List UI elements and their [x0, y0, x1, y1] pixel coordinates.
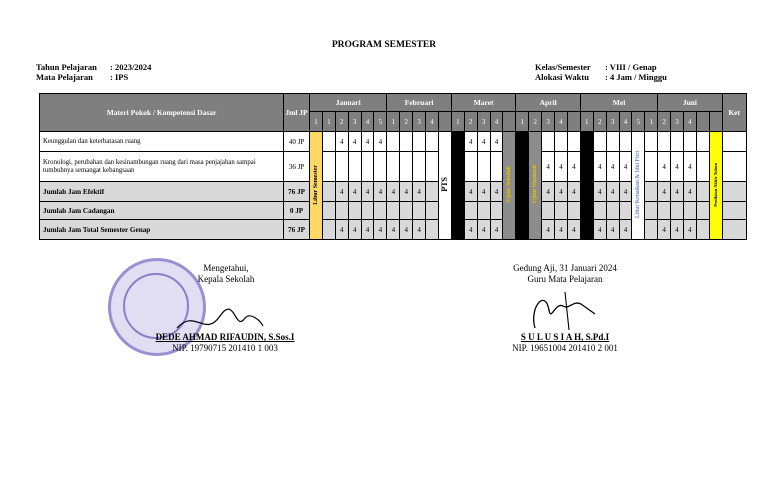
- week-cell: [413, 152, 426, 182]
- week-cell: [542, 132, 555, 152]
- week-cell: [361, 202, 374, 220]
- week-cell: 4: [361, 220, 374, 240]
- week-cell: 4: [555, 220, 568, 240]
- week-cell: 4: [400, 182, 413, 202]
- week-cell: [606, 132, 619, 152]
- week-cell: 4: [658, 220, 671, 240]
- jp-cell: 40 JP: [284, 132, 310, 152]
- week-cell: 4: [335, 182, 348, 202]
- week-cell: 4: [683, 220, 696, 240]
- week-cell: 4: [335, 132, 348, 152]
- header-month: Juni: [658, 94, 722, 112]
- week-cell: [658, 132, 671, 152]
- info-label: Mata Pelajaran: [36, 72, 93, 82]
- week-cell: [464, 202, 477, 220]
- week-cell: 4: [361, 132, 374, 152]
- week-cell: 4: [658, 182, 671, 202]
- week-cell: [361, 152, 374, 182]
- week-cell: 4: [490, 220, 503, 240]
- week-cell: [400, 202, 413, 220]
- sign-right-l1: Gedung Aji, 31 Januari 2024: [513, 263, 617, 273]
- week-number: 4: [619, 112, 632, 132]
- sign-left-name: DEDE AHMAD RIFAUDIN, S.Sos.I: [155, 332, 295, 342]
- week-cell: [426, 152, 439, 182]
- week-number: 1: [451, 112, 464, 132]
- week-cell: [696, 202, 709, 220]
- jp-cell: 0 JP: [284, 202, 310, 220]
- week-cell: 4: [464, 220, 477, 240]
- week-cell: [322, 132, 335, 152]
- ket-cell: [722, 132, 746, 152]
- week-cell: [683, 132, 696, 152]
- week-cell: 4: [567, 220, 580, 240]
- week-cell: [696, 152, 709, 182]
- week-cell: [400, 132, 413, 152]
- ket-cell: [722, 202, 746, 220]
- ket-cell: [722, 220, 746, 240]
- week-number: [696, 112, 709, 132]
- week-cell: 4: [619, 220, 632, 240]
- table-row: [40, 132, 747, 152]
- week-cell: 4: [683, 182, 696, 202]
- libur-kenaikan-column: Libur Kenaikan & Idul Fitri: [632, 132, 645, 240]
- week-number: 1: [310, 112, 323, 132]
- black-column: [516, 132, 529, 240]
- week-number: 1: [645, 112, 658, 132]
- ujian-sekolah-column: Ujian Sekolah: [503, 132, 516, 240]
- header-materi: Materi Pokok / Kompetensi Dasar: [40, 94, 284, 132]
- week-cell: [658, 202, 671, 220]
- week-cell: [696, 182, 709, 202]
- sign-right-l2: Guru Mata Pelajaran: [527, 274, 603, 284]
- sign-right-footer: [490, 332, 640, 354]
- week-cell: [593, 132, 606, 152]
- week-cell: 4: [387, 182, 400, 202]
- header-month: Maret: [451, 94, 515, 112]
- week-number: 1: [580, 112, 593, 132]
- week-cell: 4: [555, 182, 568, 202]
- week-cell: 4: [567, 182, 580, 202]
- week-cell: 4: [348, 220, 361, 240]
- penilaian-column: Penilaian Akhir Tahun: [709, 132, 722, 240]
- week-number: 2: [335, 112, 348, 132]
- header-jml-jp: Jml JP: [284, 94, 310, 132]
- week-cell: 4: [606, 182, 619, 202]
- week-number: [438, 112, 451, 132]
- week-cell: 4: [555, 152, 568, 182]
- week-number: [567, 112, 580, 132]
- week-number: 4: [426, 112, 439, 132]
- jp-cell: 76 JP: [284, 220, 310, 240]
- week-cell: [671, 202, 684, 220]
- header-month: Januari: [310, 94, 387, 112]
- info-label: Kelas/Semester: [535, 62, 591, 72]
- header-month: Februari: [387, 94, 452, 112]
- info-value: : 2023/2024: [110, 62, 152, 72]
- sign-left-l1: Mengetahui,: [203, 263, 249, 273]
- week-cell: [645, 220, 658, 240]
- week-cell: [322, 220, 335, 240]
- week-number: 3: [606, 112, 619, 132]
- week-number: 2: [529, 112, 542, 132]
- week-cell: 4: [387, 220, 400, 240]
- week-cell: [490, 152, 503, 182]
- week-cell: [696, 132, 709, 152]
- week-number: 5: [632, 112, 645, 132]
- week-cell: [426, 182, 439, 202]
- ket-cell: [722, 152, 746, 182]
- jp-cell: 36 JP: [284, 152, 310, 182]
- week-cell: [348, 152, 361, 182]
- week-cell: 4: [413, 182, 426, 202]
- header-month: Mei: [580, 94, 657, 112]
- week-cell: 4: [593, 152, 606, 182]
- week-cell: [387, 202, 400, 220]
- sign-left-footer: [130, 332, 320, 354]
- info-right: [535, 62, 667, 82]
- week-cell: 4: [348, 132, 361, 152]
- week-cell: 4: [374, 220, 387, 240]
- semester-table: [39, 93, 747, 240]
- materi-cell: Jumlah Jam Total Semester Genap: [40, 220, 284, 240]
- week-number: [503, 112, 516, 132]
- week-number: 2: [658, 112, 671, 132]
- week-cell: [413, 132, 426, 152]
- week-number: 5: [374, 112, 387, 132]
- week-cell: [335, 202, 348, 220]
- week-cell: 4: [413, 220, 426, 240]
- week-cell: 4: [374, 132, 387, 152]
- info-value: : VIII / Genap: [605, 62, 657, 72]
- week-cell: [322, 182, 335, 202]
- header-month: April: [516, 94, 581, 112]
- sign-left-nip: NIP. 19790715 201410 1 003: [172, 343, 278, 353]
- week-cell: 4: [542, 152, 555, 182]
- week-number: 3: [542, 112, 555, 132]
- week-cell: 4: [658, 152, 671, 182]
- week-cell: [542, 202, 555, 220]
- materi-cell: Keunggulan dan keterbatasan ruang: [40, 132, 284, 152]
- week-cell: [464, 152, 477, 182]
- week-cell: 4: [542, 182, 555, 202]
- week-cell: [322, 152, 335, 182]
- week-number: 1: [322, 112, 335, 132]
- week-cell: [477, 152, 490, 182]
- week-cell: 4: [464, 132, 477, 152]
- week-cell: [606, 202, 619, 220]
- week-cell: 4: [671, 182, 684, 202]
- sign-left-header: [178, 263, 274, 285]
- week-cell: [348, 202, 361, 220]
- week-cell: 4: [477, 220, 490, 240]
- sign-left-l2: Kepala Sekolah: [197, 274, 255, 284]
- week-cell: [555, 132, 568, 152]
- week-cell: [387, 132, 400, 152]
- week-cell: 4: [490, 182, 503, 202]
- week-cell: [426, 202, 439, 220]
- week-number: 4: [490, 112, 503, 132]
- materi-cell: Kronologi, perubahan dan kesinambungan ruang dari masa penjajahan sampai tumbuhnya semangat kebangsaan: [40, 152, 284, 182]
- week-cell: 4: [606, 152, 619, 182]
- week-cell: 4: [542, 220, 555, 240]
- ujian-nasional-column: Ujian Nasional: [529, 132, 542, 240]
- week-cell: [477, 202, 490, 220]
- week-number: 4: [683, 112, 696, 132]
- week-cell: [567, 202, 580, 220]
- sign-right-header: [490, 263, 640, 285]
- week-cell: [593, 202, 606, 220]
- week-number: 4: [555, 112, 568, 132]
- week-cell: 4: [464, 182, 477, 202]
- pts-column: PTS: [438, 132, 451, 240]
- week-number: 2: [464, 112, 477, 132]
- black-column: [451, 132, 464, 240]
- week-cell: 4: [567, 152, 580, 182]
- week-cell: [426, 220, 439, 240]
- week-cell: [567, 132, 580, 152]
- week-cell: 4: [671, 152, 684, 182]
- week-cell: [619, 202, 632, 220]
- week-number: 3: [348, 112, 361, 132]
- libur-semester-column: Libur Semester: [310, 132, 323, 240]
- week-number: 3: [477, 112, 490, 132]
- week-number: 3: [413, 112, 426, 132]
- week-number: 3: [671, 112, 684, 132]
- week-cell: 4: [619, 152, 632, 182]
- week-cell: [619, 132, 632, 152]
- week-number: 2: [400, 112, 413, 132]
- week-cell: 4: [400, 220, 413, 240]
- week-cell: [322, 202, 335, 220]
- week-cell: [413, 202, 426, 220]
- sign-right-name: S U L U S I A H, S.Pd.I: [520, 332, 610, 342]
- week-number: [709, 112, 722, 132]
- week-cell: 4: [606, 220, 619, 240]
- week-cell: [671, 132, 684, 152]
- materi-cell: Jumlah Jam Efektif: [40, 182, 284, 202]
- week-number: 2: [593, 112, 606, 132]
- info-value: : IPS: [110, 72, 129, 82]
- week-cell: [645, 182, 658, 202]
- week-cell: [374, 202, 387, 220]
- week-cell: 4: [593, 182, 606, 202]
- week-cell: [555, 202, 568, 220]
- materi-cell: Jumlah Jam Cadangan: [40, 202, 284, 220]
- week-cell: 4: [361, 182, 374, 202]
- week-cell: [400, 152, 413, 182]
- week-cell: 4: [490, 132, 503, 152]
- info-value: : 4 Jam / Minggu: [605, 72, 667, 82]
- sign-right-nip: NIP. 19651004 201410 2 001: [512, 343, 618, 353]
- header-ket: Ket: [722, 94, 746, 132]
- week-cell: [645, 132, 658, 152]
- week-number: 1: [387, 112, 400, 132]
- ket-cell: [722, 182, 746, 202]
- page-title: PROGRAM SEMESTER: [331, 40, 437, 50]
- info-left: [36, 62, 151, 82]
- week-cell: 4: [477, 132, 490, 152]
- week-cell: 4: [348, 182, 361, 202]
- week-cell: [335, 152, 348, 182]
- week-cell: 4: [335, 220, 348, 240]
- info-label: Tahun Pelajaran: [36, 62, 97, 72]
- week-cell: 4: [593, 220, 606, 240]
- week-cell: [490, 202, 503, 220]
- week-cell: [374, 152, 387, 182]
- week-cell: 4: [374, 182, 387, 202]
- week-cell: [387, 152, 400, 182]
- week-cell: 4: [619, 182, 632, 202]
- week-cell: [683, 202, 696, 220]
- week-cell: [696, 220, 709, 240]
- info-label: Alokasi Waktu: [535, 72, 589, 82]
- week-number: 4: [361, 112, 374, 132]
- week-cell: 4: [683, 152, 696, 182]
- week-cell: [645, 202, 658, 220]
- week-cell: [645, 152, 658, 182]
- week-cell: 4: [671, 220, 684, 240]
- signature-right: [525, 288, 605, 332]
- week-cell: 4: [477, 182, 490, 202]
- week-number: 1: [516, 112, 529, 132]
- jp-cell: 76 JP: [284, 182, 310, 202]
- week-cell: [426, 132, 439, 152]
- black-column: [580, 132, 593, 240]
